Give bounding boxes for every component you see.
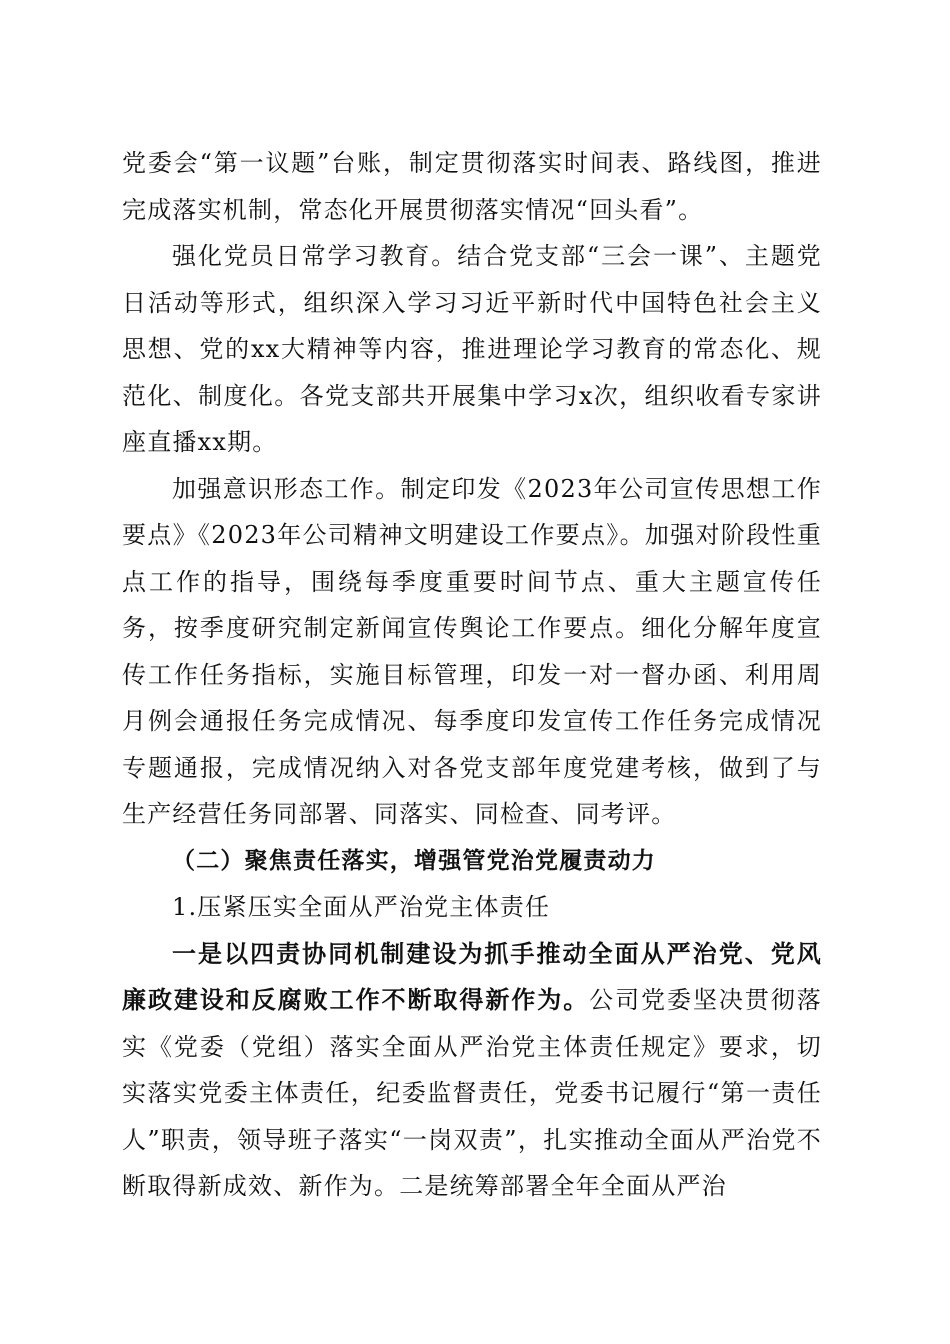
paragraph-study-education: 强化党员日常学习教育。结合党支部“三会一课”、主题党日活动等形式，组织深入学习习近平新时代中国特色社会主义思想、党的xx大精神等内容，推进理论学习教育的常态化、规范化、制度化。各党支部共开展集中学习x次，组织收看专家讲座直播xx期。 (122, 242, 822, 456)
subheading: 1.压紧压实全面从严治党主体责任 (172, 893, 551, 921)
paragraph-responsibility (122, 931, 822, 1210)
paragraph-continuation: 党委会“第一议题”台账，制定贯彻落实时间表、路线图，推进完成落实机制，常态化开展贯彻落实情况“回头看”。 (122, 149, 822, 224)
paragraph-ideology-work: 加强意识形态工作。制定印发《2023年公司宣传思想工作要点》《2023年公司精神文明建设工作要点》。加强对阶段性重点工作的指导，围绕每季度重要时间节点、重大主题宣传任务，按季度研究制定新闻宣传舆论工作要点。细化分解年度宣传工作任务指标，实施目标管理，印发一对一督办函、利用周月例会通报任务完成情况、每季度印发宣传工作任务完成情况专题通报，完成情况纳入对各党支部年度党建考核，做到了与生产经营任务同部署、同落实、同检查、同考评。 (122, 474, 822, 828)
section-heading: （二）聚焦责任落实，增强管党治党履责动力 (172, 847, 656, 874)
paragraph-body-text: 公司党委坚决贯彻落实《党委（党组）落实全面从严治党主体责任规定》要求，切实落实党委主体责任，纪委监督责任，党委书记履行“第一责任人”职责，领导班子落实“一岗双责”，扎实推动全面从严治党不断取得新成效、新作为。二是统筹部署全年全面从严治 (122, 986, 822, 1200)
bold-lead-sentence: 一是以四责协同机制建设为抓手推动全面从严治党、党风廉政建设和反腐败工作不断取得新作为。 (122, 939, 822, 1014)
document-body (122, 140, 822, 1210)
